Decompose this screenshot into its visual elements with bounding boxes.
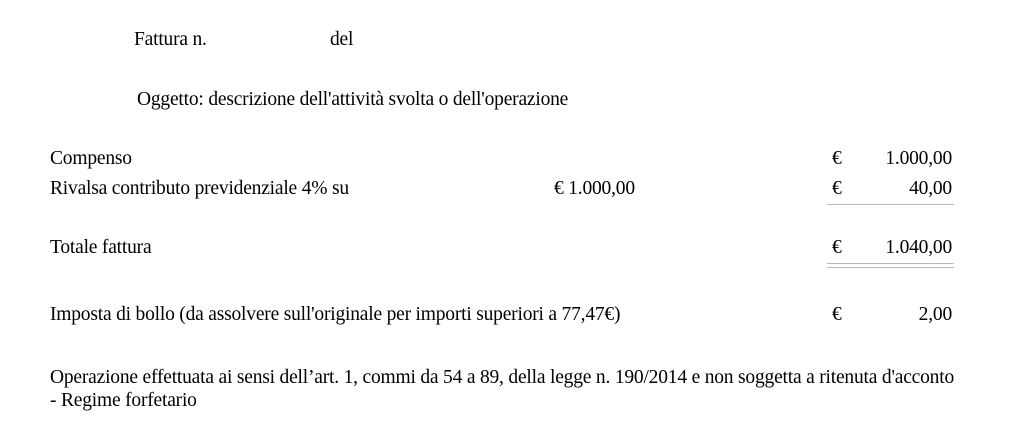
total-amount: 1.040,00 [885,237,952,258]
invoice-number-label: Fattura n. [134,29,207,50]
line-item-amount: 40,00 [909,178,952,199]
invoice-subject: Oggetto: descrizione dell'attività svolta o dell'operazione [137,89,569,110]
currency-symbol: € [832,148,842,169]
invoice-date-label: del [330,29,354,50]
line-item-label: Rivalsa contributo previdenziale 4% su [50,178,349,199]
currency-symbol: € [832,304,842,325]
total-label: Totale fattura [50,237,152,258]
currency-symbol: € [832,178,842,199]
line-item-label: Compenso [50,148,132,169]
stamp-duty-amount: 2,00 [918,304,952,325]
subtotal-rule [827,204,954,205]
total-rule-bottom [827,267,954,268]
line-item-amount: 1.000,00 [885,148,952,169]
stamp-duty-label: Imposta di bollo (da assolvere sull'originale per importi superiori a 77,47€) [50,304,621,325]
line-item-basis: € 1.000,00 [554,178,635,199]
currency-symbol: € [832,237,842,258]
legal-note: Operazione effettuata ai sensi dell’art. 1, commi da 54 a 89, della legge n. 190/2014 e non soggetta a ritenuta d'acconto - Regime forfetario [50,367,954,411]
total-rule-top [827,263,954,264]
